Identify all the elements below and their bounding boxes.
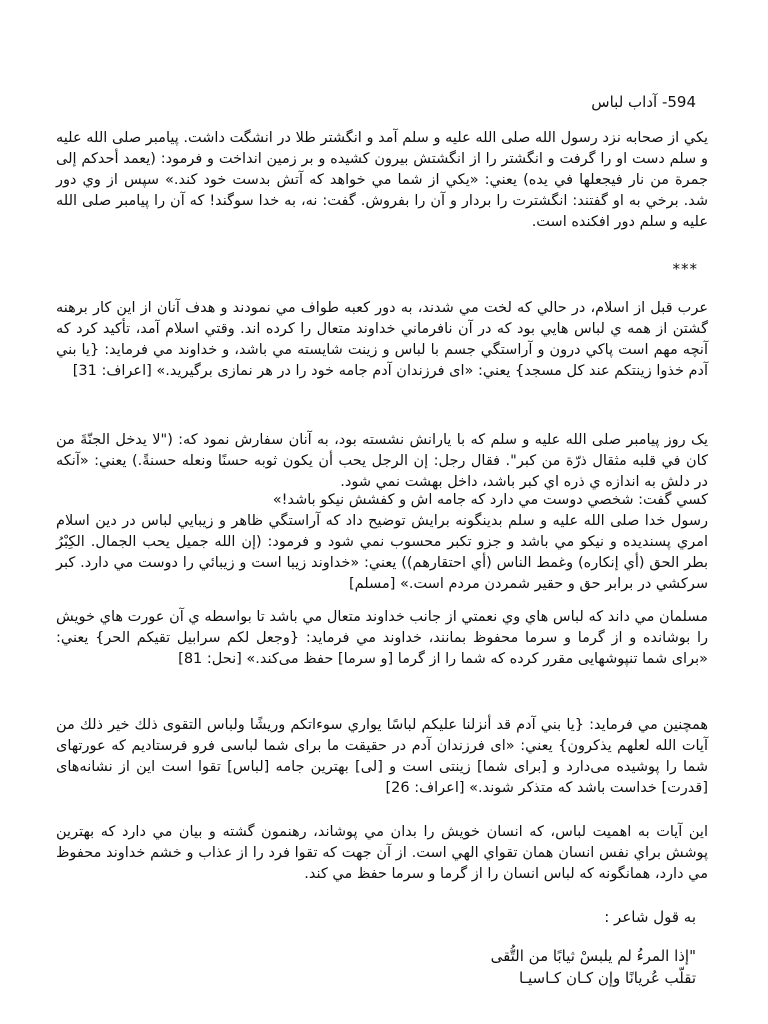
paragraph-gold-ring: يكي از صحابه نزد رسول الله صلى الله عليه و سلم آمد و انگشتر طلا در انشگت داشت. پيامبر صلى الله عليه و سلم دست او را گرفت و انگشتر را از انگشتش بيرون كشيده و بر زمين انداخت و فرمود: (يعمد أحدكم إلى جمرة من نار فيجعلها في يده) يعني: «يكي از شما مي خواهد كه آتش بدست خود كند.» سپس از وي دور شد. برخي به او گفتند: انگشترت را بردار و آن را بفروش. گفت: نه، به خدا سوگند! كه آن را پيامبر صلى الله عليه و سلم دور افكنده است.	[56, 130, 708, 230]
paragraph-clothing-blessing: مسلمان مي داند كه لباس هاي وي نعمتي از جانب خداوند متعال مي باشد تا بواسطه ي آن عورت هاي خويش را بوشانده و از گرما و سرما محفوظ بمانند، خداوند مي فرمايد: {وجعل لكم سرابيل تقيكم الحر} يعني: «براى شما تنپوشهايى مقرر كرده كه شما را از گرما [و سرما] حفظ مى‌كند.» [نحل: 81]	[56, 609, 708, 667]
paragraph-pre-islam: عرب قبل از اسلام، در حالي كه لخت مي شدند، به دور كعبه طواف مي نمودند و هدف آنان از اين كار برهنه گشتن از همه ي لباس هايي بود كه در آن نافرماني خداوند متعال را كرده اند. وقتي اسلام آمد، تأكيد كرد كه آنچه مهم است پاكي درون و آراستگي جسم با لباس و زينت شايسته مي باشد، و خداوند مي فرمايد: {يا بني آدم خذوا زينتكم عند كل مسجد} يعني: «اى فرزندان آدم جامه خود را در هر نمازى برگيريد.» [اعراف: 31]	[56, 300, 708, 379]
section-heading: 594- آداب لباس	[591, 93, 696, 111]
paragraph-hadith-arrogance: يک روز پيامبر صلى الله عليه و سلم كه با يارانش نشسته بود، به آنان سفارش نمود كه: ("لا يدخل الجنّةَ من كان في قلبه مثقال ذرّة من كبر". فقال رجل: إن الرجل يحب أن يكون ثوبه حسنًا ونعله حسنةً.) يعني: «آنكه در دلش به اندازه ي ذره اي كبر باشد، داخل بهشت نمي شود.	[56, 432, 708, 490]
poem-line-2: تقلّب عُريانًا وإن كـان كـاسيـا	[519, 969, 696, 987]
paragraph-hadith-question: كسي گفت: شخصي دوست مي دارد كه جامه اش و كفشش نيكو باشد!»	[272, 492, 708, 508]
poet-intro: به قول شاعر :	[604, 908, 696, 926]
paragraph-explanation: اين آيات به اهميت لباس، كه انسان خويش را بدان مي پوشاند، رهنمون گشته و بيان مي دارد كه بهترين پوشش براي نفس انسان همان تقواي الهي است. از آن جهت كه تقوا فرد را از عذاب و خشم خداوند محفوظ مي دارد، همانگونه كه لباس انسان را از گرما و سرما حفظ مي كند.	[56, 824, 708, 882]
paragraph-verse-taqwa: همچنين مي فرمايد: {يا بني آدم قد أنزلنا عليكم لباسًا يواري سوءاتكم وريشًا ولباس التقوى ذلك خير ذلك من آيات الله لعلهم يذكرون} يعني: «اى فرزندان آدم در حقيقت ما براى شما لباسى فرو فرستاديم كه عورتهاى شما را پوشيده مى‌دارد و [براى شما] زينتى است و [لى] بهترين جامه [لباس] تقوا است اين از نشانه‌هاى [قدرت] خداست باشد كه متذكر شوند.» [اعراف: 26]	[56, 717, 708, 796]
section-separator: ***	[672, 260, 698, 278]
poem-line-1: "إذا المرءُ لم يلبسْ ثيابًا من التُّقى	[490, 947, 696, 965]
paragraph-hadith-beauty: رسول خدا صلى الله عليه و سلم بدينگونه برايش توضيح داد كه آراستگي ظاهر و زيبايي لباس در دين اسلام امري پسنديده و نيكو مي باشد و جزو تكبر محسوب نمي شود و فرمود: (إن الله جميل يحب الجمال. الكِبْرُ بطر الحق (أي إنكاره) وغمط الناس (أي احتقارهم)) يعني: «خداوند زيبا است و زيبائي را دوست مي دارد. كبر سركشي در برابر حق و حقير شمردن مردم است.» [مسلم]	[56, 513, 708, 592]
